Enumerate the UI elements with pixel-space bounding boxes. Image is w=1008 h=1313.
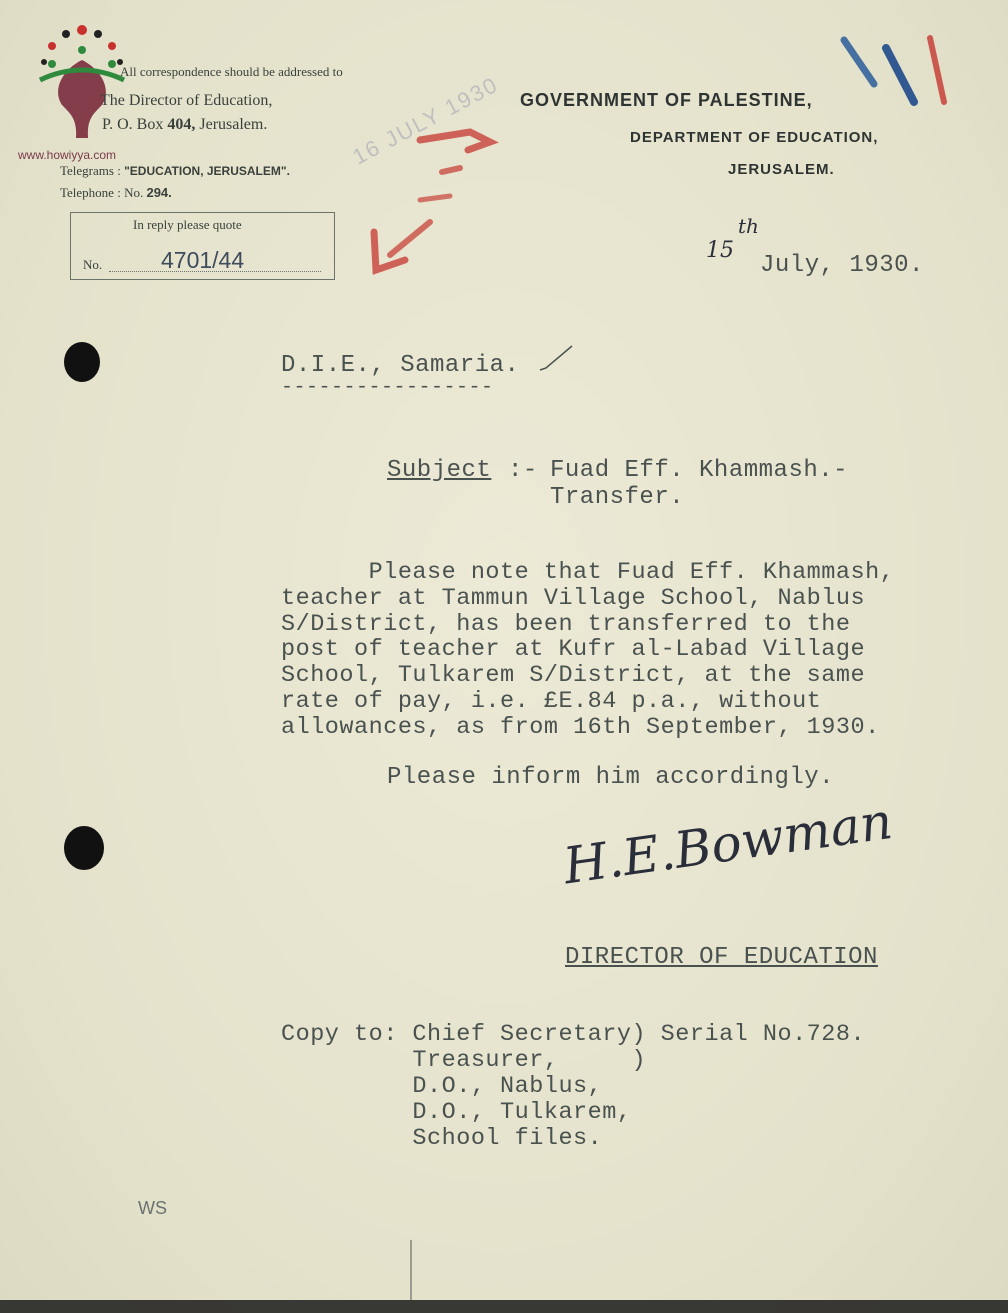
body-line: School, Tulkarem S/District, at the same [281, 662, 866, 690]
copy-line: D.O., Nablus, [281, 1073, 603, 1100]
reference-no-label: No. [83, 257, 103, 272]
body-paragraph [281, 560, 894, 741]
recipient-underline: ----------------- [281, 376, 494, 399]
reference-label: In reply please quote [133, 217, 242, 232]
government-heading: GOVERNMENT OF PALESTINE, [520, 90, 813, 110]
subject-separator: :- [508, 457, 538, 484]
date-typed: July, 1930. [760, 252, 924, 279]
closing-line: Please inform him accordingly. [387, 764, 835, 791]
watermark-site: www.howiyya.com [18, 148, 117, 162]
telephone [60, 185, 172, 201]
date-suffix-handwritten: th [738, 214, 759, 238]
correspondence-note: All correspondence should be addressed to [120, 64, 343, 79]
signature: H.E.Bowman [560, 791, 896, 896]
copy-line: Treasurer, ) [281, 1047, 647, 1074]
recipient-name: D.I.E., Samaria. [281, 352, 520, 379]
red-pencil-marks-icon [360, 120, 510, 290]
body-line: Please note that Fuad Eff. Khammash, [281, 559, 895, 586]
subject-label: Subject [387, 457, 492, 484]
city-heading: JERUSALEM. [728, 161, 835, 178]
fold-mark [410, 1240, 412, 1300]
punch-hole-bottom [64, 826, 104, 870]
telephone-value: 294. [146, 185, 172, 200]
telegrams [60, 163, 290, 179]
department-heading: DEPARTMENT OF EDUCATION, [630, 129, 879, 146]
signature-title: DIRECTOR OF EDUCATION [565, 944, 878, 971]
scan-bottom-edge [0, 1300, 1008, 1313]
body-line: teacher at Tammun Village School, Nablus [281, 584, 866, 612]
telegrams-value: "EDUCATION, JERUSALEM". [124, 164, 290, 178]
reference-box [70, 212, 335, 280]
body-line: S/District, has been transferred to the [281, 610, 851, 638]
date-day-handwritten: 15 [706, 238, 734, 263]
po-box-number: 404, [167, 116, 196, 133]
subject-line-1: Fuad Eff. Khammash.- [550, 457, 849, 484]
telegrams-label: Telegrams : [60, 163, 121, 178]
check-mark-icon [536, 340, 576, 376]
typist-initials: WS [138, 1198, 167, 1218]
po-box [102, 116, 267, 134]
subject-line-2: Transfer. [550, 484, 685, 511]
body-line: rate of pay, i.e. £E.84 p.a., without [281, 687, 822, 715]
copy-line: Copy to: Chief Secretary) Serial No.728. [281, 1021, 866, 1048]
telephone-label: Telephone : No. [60, 185, 144, 200]
po-box-prefix: P. O. Box [102, 116, 164, 133]
body-line: post of teacher at Kufr al-Labad Village [281, 636, 866, 664]
pencil-tally-marks-icon [830, 28, 960, 118]
punch-hole-top [64, 342, 100, 382]
copy-line: D.O., Tulkarem, [281, 1099, 632, 1126]
body-line: allowances, as from 16th September, 1930. [281, 713, 880, 741]
addressee: The Director of Education, [100, 92, 273, 109]
po-box-city: Jerusalem. [199, 116, 268, 133]
copy-list [281, 1022, 865, 1152]
received-stamp: 16 JULY 1930 [348, 71, 503, 170]
reference-number: 4701/44 [161, 247, 245, 273]
copy-line: School files. [281, 1125, 603, 1152]
